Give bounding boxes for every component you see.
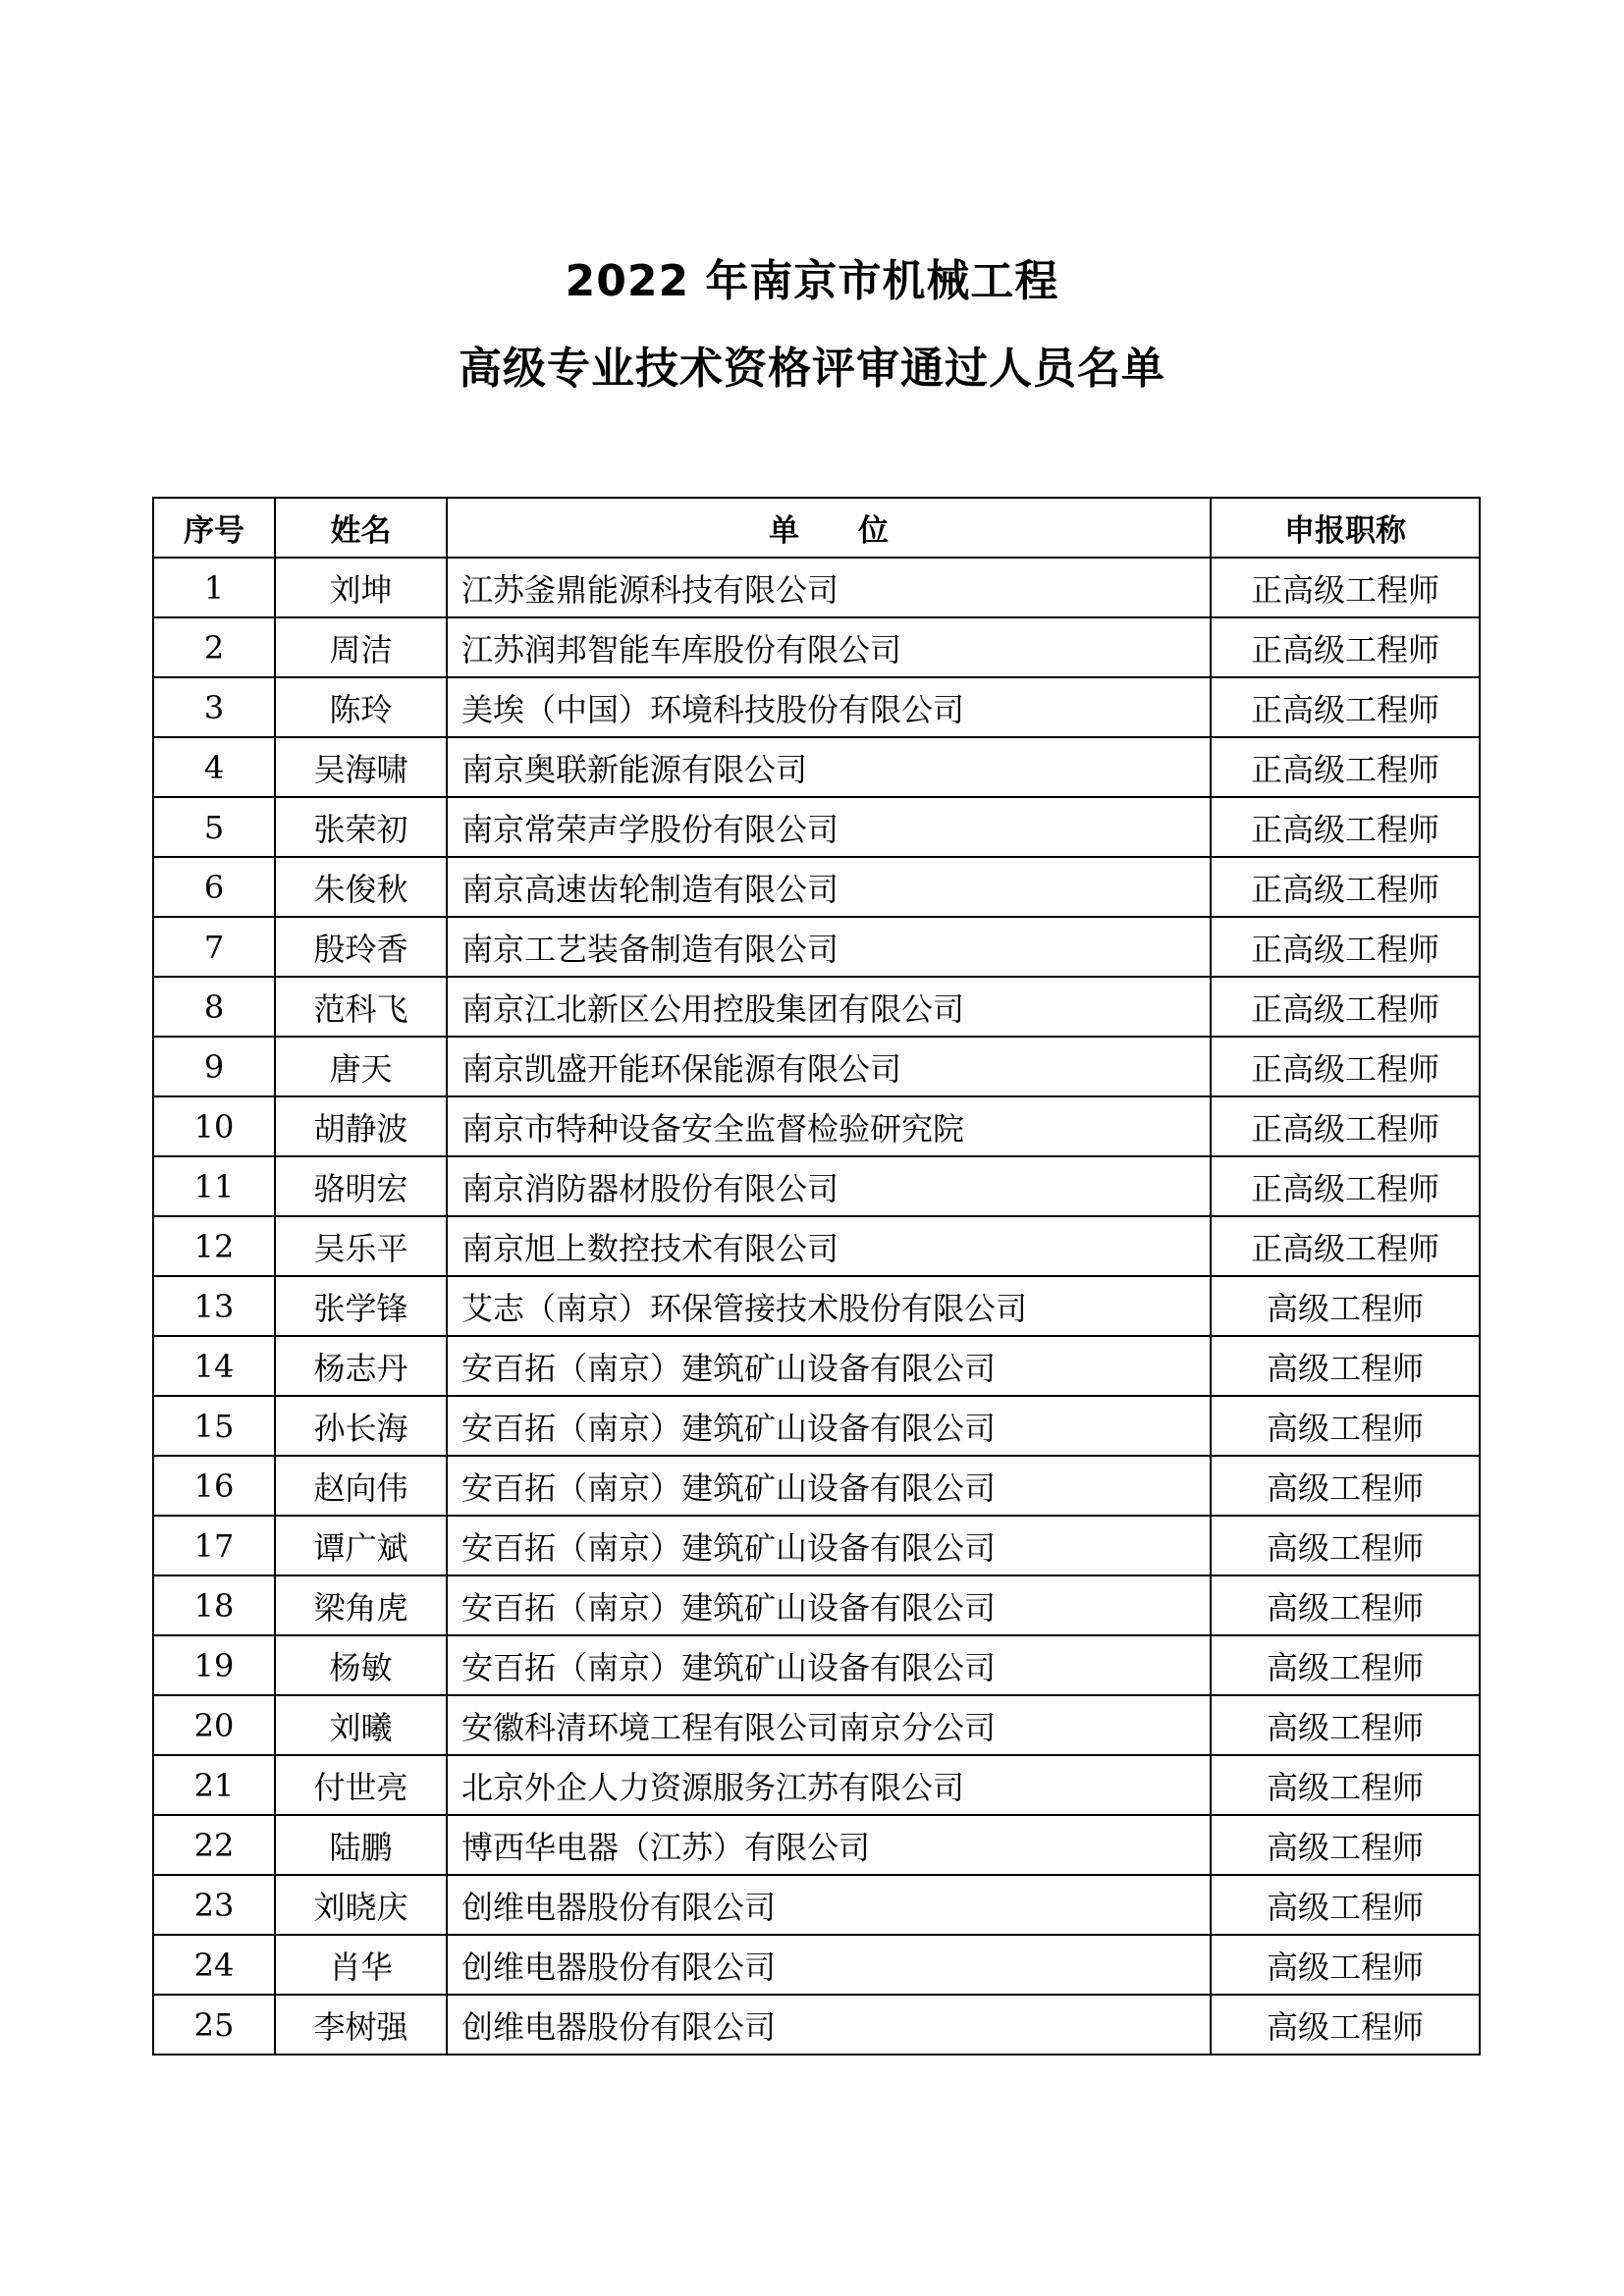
row-serial-number: 17 [153, 1516, 275, 1575]
row-name: 杨志丹 [275, 1336, 447, 1396]
table-row [153, 1875, 1480, 1935]
row-unit: 北京外企人力资源服务江苏有限公司 [447, 1755, 1211, 1815]
row-unit: 安百拓（南京）建筑矿山设备有限公司 [447, 1575, 1211, 1635]
row-unit: 艾志（南京）环保管接技术股份有限公司 [447, 1276, 1211, 1336]
row-title: 高级工程师 [1211, 1516, 1480, 1575]
row-name: 张学锋 [275, 1276, 447, 1336]
row-name: 骆明宏 [275, 1156, 447, 1216]
table-header-row [153, 498, 1480, 558]
table-row [153, 677, 1480, 737]
row-title: 高级工程师 [1211, 1995, 1480, 2055]
row-name: 殷玲香 [275, 917, 447, 977]
row-serial-number: 4 [153, 737, 275, 797]
row-title: 高级工程师 [1211, 1456, 1480, 1516]
row-name: 谭广斌 [275, 1516, 447, 1575]
row-unit: 南京高速齿轮制造有限公司 [447, 857, 1211, 917]
row-title: 正高级工程师 [1211, 1096, 1480, 1156]
row-serial-number: 15 [153, 1396, 275, 1456]
row-name: 陆鹏 [275, 1815, 447, 1875]
row-unit: 南京江北新区公用控股集团有限公司 [447, 977, 1211, 1037]
row-unit: 江苏润邦智能车库股份有限公司 [447, 617, 1211, 677]
row-serial-number: 24 [153, 1935, 275, 1995]
table-row [153, 1995, 1480, 2055]
row-unit: 南京工艺装备制造有限公司 [447, 917, 1211, 977]
row-name: 吴海啸 [275, 737, 447, 797]
row-serial-number: 8 [153, 977, 275, 1037]
table-row [153, 1635, 1480, 1695]
row-name: 唐天 [275, 1037, 447, 1096]
table-row [153, 1695, 1480, 1755]
row-unit: 安徽科清环境工程有限公司南京分公司 [447, 1695, 1211, 1755]
row-title: 高级工程师 [1211, 1276, 1480, 1336]
table-row [153, 1815, 1480, 1875]
row-serial-number: 1 [153, 558, 275, 617]
table-row [153, 977, 1480, 1037]
row-name: 孙长海 [275, 1396, 447, 1456]
table-row [153, 1935, 1480, 1995]
row-serial-number: 12 [153, 1216, 275, 1276]
table-row [153, 617, 1480, 677]
row-title: 正高级工程师 [1211, 1216, 1480, 1276]
row-name: 梁角虎 [275, 1575, 447, 1635]
row-name: 赵向伟 [275, 1456, 447, 1516]
row-title: 高级工程师 [1211, 1336, 1480, 1396]
row-serial-number: 2 [153, 617, 275, 677]
row-name: 刘曦 [275, 1695, 447, 1755]
row-name: 肖华 [275, 1935, 447, 1995]
row-serial-number: 25 [153, 1995, 275, 2055]
row-serial-number: 23 [153, 1875, 275, 1935]
table-row [153, 1037, 1480, 1096]
table-row [153, 797, 1480, 857]
table-row [153, 1276, 1480, 1336]
row-title: 正高级工程师 [1211, 737, 1480, 797]
row-unit: 安百拓（南京）建筑矿山设备有限公司 [447, 1396, 1211, 1456]
row-name: 李树强 [275, 1995, 447, 2055]
row-unit: 南京奥联新能源有限公司 [447, 737, 1211, 797]
header-title: 申报职称 [1211, 498, 1480, 558]
row-serial-number: 6 [153, 857, 275, 917]
row-name: 陈玲 [275, 677, 447, 737]
row-serial-number: 18 [153, 1575, 275, 1635]
row-serial-number: 19 [153, 1635, 275, 1695]
row-title: 高级工程师 [1211, 1935, 1480, 1995]
row-title: 高级工程师 [1211, 1755, 1480, 1815]
table-row [153, 1096, 1480, 1156]
table-body [153, 558, 1480, 2055]
row-name: 范科飞 [275, 977, 447, 1037]
row-title: 正高级工程师 [1211, 677, 1480, 737]
row-unit: 安百拓（南京）建筑矿山设备有限公司 [447, 1635, 1211, 1695]
row-title: 正高级工程师 [1211, 558, 1480, 617]
row-unit: 创维电器股份有限公司 [447, 1875, 1211, 1935]
row-name: 张荣初 [275, 797, 447, 857]
row-unit: 南京市特种设备安全监督检验研究院 [447, 1096, 1211, 1156]
roster-table [152, 497, 1481, 2056]
table-row [153, 1156, 1480, 1216]
row-serial-number: 9 [153, 1037, 275, 1096]
row-name: 周洁 [275, 617, 447, 677]
row-unit: 南京消防器材股份有限公司 [447, 1156, 1211, 1216]
row-serial-number: 13 [153, 1276, 275, 1336]
row-unit: 安百拓（南京）建筑矿山设备有限公司 [447, 1456, 1211, 1516]
row-unit: 南京旭上数控技术有限公司 [447, 1216, 1211, 1276]
table-row [153, 857, 1480, 917]
row-serial-number: 3 [153, 677, 275, 737]
row-serial-number: 7 [153, 917, 275, 977]
row-name: 胡静波 [275, 1096, 447, 1156]
row-title: 正高级工程师 [1211, 977, 1480, 1037]
row-title: 高级工程师 [1211, 1815, 1480, 1875]
document-title-line-2: 高级专业技术资格评审通过人员名单 [459, 344, 1165, 394]
row-unit: 南京常荣声学股份有限公司 [447, 797, 1211, 857]
row-serial-number: 10 [153, 1096, 275, 1156]
row-serial-number: 5 [153, 797, 275, 857]
row-unit: 南京凯盛开能环保能源有限公司 [447, 1037, 1211, 1096]
row-unit: 创维电器股份有限公司 [447, 1995, 1211, 2055]
row-title: 高级工程师 [1211, 1695, 1480, 1755]
table-row [153, 1216, 1480, 1276]
row-name: 刘坤 [275, 558, 447, 617]
row-title: 正高级工程师 [1211, 857, 1480, 917]
row-name: 刘晓庆 [275, 1875, 447, 1935]
row-unit: 创维电器股份有限公司 [447, 1935, 1211, 1995]
row-unit: 博西华电器（江苏）有限公司 [447, 1815, 1211, 1875]
row-title: 正高级工程师 [1211, 797, 1480, 857]
table-row [153, 737, 1480, 797]
row-name: 朱俊秋 [275, 857, 447, 917]
row-name: 吴乐平 [275, 1216, 447, 1276]
table-row [153, 1755, 1480, 1815]
row-serial-number: 14 [153, 1336, 275, 1396]
document-title-line-1: 2022 年南京市机械工程 [565, 256, 1059, 306]
row-name: 付世亮 [275, 1755, 447, 1815]
row-title: 高级工程师 [1211, 1396, 1480, 1456]
row-name: 杨敏 [275, 1635, 447, 1695]
header-serial-number: 序号 [153, 498, 275, 558]
row-serial-number: 16 [153, 1456, 275, 1516]
row-title: 正高级工程师 [1211, 1156, 1480, 1216]
row-serial-number: 22 [153, 1815, 275, 1875]
row-serial-number: 20 [153, 1695, 275, 1755]
row-title: 高级工程师 [1211, 1635, 1480, 1695]
table-row [153, 1516, 1480, 1575]
header-name: 姓名 [275, 498, 447, 558]
header-unit: 单位 [447, 498, 1211, 558]
row-serial-number: 21 [153, 1755, 275, 1815]
table-row [153, 917, 1480, 977]
table-row [153, 1396, 1480, 1456]
table-row [153, 1575, 1480, 1635]
row-title: 高级工程师 [1211, 1875, 1480, 1935]
row-title: 正高级工程师 [1211, 917, 1480, 977]
row-unit: 安百拓（南京）建筑矿山设备有限公司 [447, 1516, 1211, 1575]
table-row [153, 1336, 1480, 1396]
row-serial-number: 11 [153, 1156, 275, 1216]
table-row [153, 558, 1480, 617]
row-unit: 安百拓（南京）建筑矿山设备有限公司 [447, 1336, 1211, 1396]
table-row [153, 1456, 1480, 1516]
row-unit: 江苏釜鼎能源科技有限公司 [447, 558, 1211, 617]
row-unit: 美埃（中国）环境科技股份有限公司 [447, 677, 1211, 737]
row-title: 正高级工程师 [1211, 1037, 1480, 1096]
row-title: 高级工程师 [1211, 1575, 1480, 1635]
row-title: 正高级工程师 [1211, 617, 1480, 677]
